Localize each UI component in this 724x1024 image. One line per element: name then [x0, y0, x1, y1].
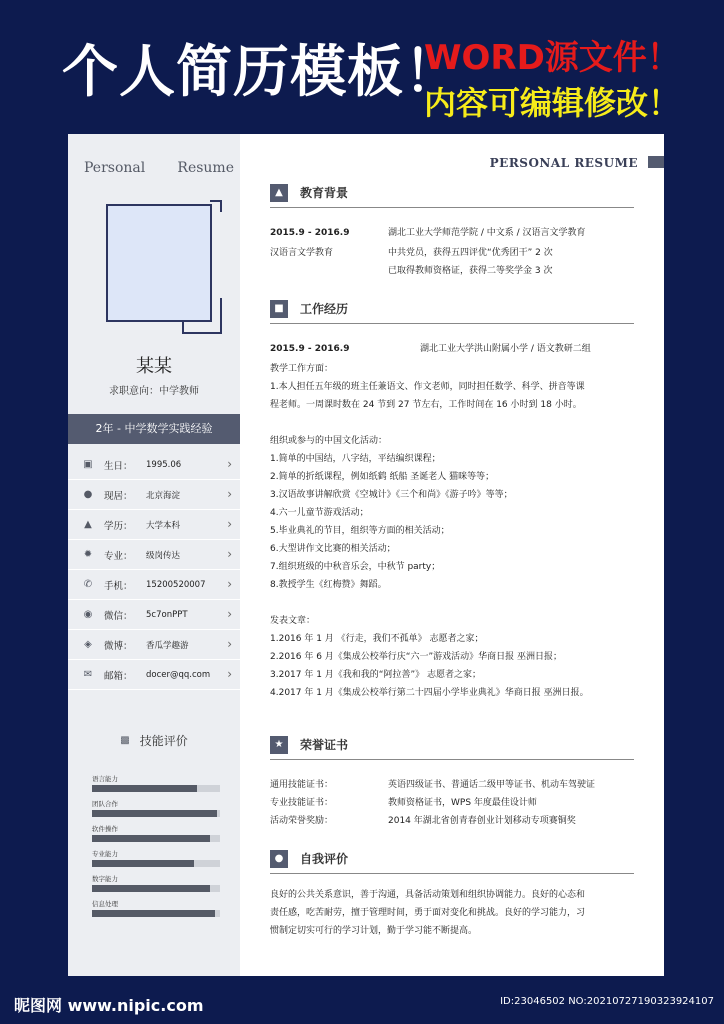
honor-label: 活动荣誉奖励： — [270, 816, 334, 826]
skill-track — [92, 860, 220, 867]
candidate-name: 某某 — [136, 356, 172, 377]
info-value: 级岗传达 — [146, 550, 181, 561]
sidebar-title — [84, 160, 234, 176]
skill-name: 团队合作 — [92, 800, 118, 808]
chevron-right-icon: › — [227, 547, 232, 561]
info-label: 专业： — [104, 550, 133, 562]
info-row-birthday[interactable] — [68, 450, 240, 480]
banner-line2: 内容可编辑修改！ — [424, 84, 681, 122]
work-heading — [270, 294, 634, 324]
education-heading — [270, 178, 634, 208]
gear-icon: ✹ — [83, 549, 93, 560]
graduation-cap-icon: ▲ — [84, 519, 92, 530]
banner-title: 个人简历模板！ — [62, 40, 461, 105]
text-line: 5.毕业典礼的节目，组织等方面的相关活动； — [270, 526, 450, 536]
briefcase-icon: ■ — [270, 300, 288, 318]
info-value: 大学本科 — [146, 520, 181, 531]
sidebar-title-right: Resume — [177, 160, 234, 176]
text-line: 良好的公共关系意识，善于沟通，具备活动策划和组织协调能力。良好的心态和 — [270, 890, 586, 900]
text-line: 程老师。一周课时数在 24 节到 27 节左右，工作时间在 16 小时到 18 小时。 — [270, 400, 582, 410]
text-line: 2.2016 年 6 月《集成公校举行庆“六一”游戏活动》华商日报 巫洲日报； — [270, 652, 562, 662]
header-tab — [648, 156, 664, 168]
education-note: 中共党员，获得五四评优“优秀团干” 2 次 — [388, 248, 553, 258]
skill-track — [92, 910, 220, 917]
chevron-right-icon: › — [227, 457, 232, 471]
skill-track — [92, 785, 220, 792]
skill-item — [92, 899, 220, 917]
info-label: 生日： — [104, 460, 133, 472]
info-row-education[interactable] — [68, 510, 240, 540]
work-description — [270, 360, 638, 702]
honor-value: 教师资格证书，WPS 年度最佳设计师 — [388, 798, 537, 808]
skill-name: 信息处理 — [92, 900, 118, 908]
education-date: 2015.9 - 2016.9 — [270, 228, 350, 238]
job-intent: 求职意向：中学教师 — [109, 386, 199, 397]
text-line — [270, 414, 638, 432]
section-title: 工作经历 — [300, 302, 349, 316]
experience-banner: 2年 - 中学数学实践经验 — [68, 414, 240, 444]
chevron-right-icon: › — [227, 487, 232, 501]
sidebar-title-left: Personal — [84, 160, 146, 176]
resume-header: PERSONAL RESUME — [489, 156, 638, 170]
text-line: 组织或参与的中国文化活动： — [270, 436, 388, 446]
info-label: 邮箱： — [104, 670, 133, 682]
text-line: 3.汉语故事讲解欣赏《空城计》《三个和尚》《游子吟》等等； — [270, 490, 513, 500]
skill-item — [92, 774, 220, 792]
honor-value: 2014 年湖北省创青春创业计划移动专项赛铜奖 — [388, 816, 576, 826]
skill-fill — [92, 860, 194, 867]
text-line: 惯制定切实可行的学习计划，勤于学习能不断提高。 — [270, 926, 478, 936]
skill-name: 专业能力 — [92, 850, 118, 858]
text-line: 4.2017 年 1 月《集成公校举行第二十四届小学毕业典礼》华商日报 巫洲日报。 — [270, 688, 589, 698]
chat-icon: ◉ — [83, 609, 93, 620]
info-row-weibo[interactable] — [68, 630, 240, 660]
info-row-major[interactable] — [68, 540, 240, 570]
skill-track — [92, 810, 220, 817]
info-label: 现居： — [104, 490, 133, 502]
education-school: 湖北工业大学师范学院 / 中文系 / 汉语言文学教育 — [388, 228, 586, 238]
text-line: 1.本人担任五年级的班主任兼语文、作文老师，同时担任数学、科学、拼音等课 — [270, 382, 585, 392]
skills-title: 技能评价 — [139, 734, 188, 748]
skill-name: 数字能力 — [92, 875, 118, 883]
skill-item — [92, 799, 220, 817]
skill-fill — [92, 785, 197, 792]
skill-fill — [92, 810, 217, 817]
text-line: 7.组织班级的中秋音乐会，中秋节 party； — [270, 562, 441, 572]
skill-track — [92, 835, 220, 842]
info-value: 5c7onPPT — [146, 609, 188, 620]
education-major: 汉语言文学教育 — [270, 248, 334, 258]
chevron-right-icon: › — [227, 667, 232, 681]
watermark-logo: 昵图网 www.nipic.com — [14, 996, 204, 1015]
text-line: 教学工作方面： — [270, 364, 334, 374]
bar-chart-icon: ▩ — [120, 735, 130, 746]
skill-item — [92, 874, 220, 892]
skill-fill — [92, 835, 210, 842]
text-line: 责任感，吃苦耐劳，擅于管理时间，勇于面对变化和挑战。良好的学习能力，习 — [270, 908, 586, 918]
text-line: 3.2017 年 1 月《我和我的“阿拉善”》 志愿者之家； — [270, 670, 481, 680]
chevron-right-icon: › — [227, 637, 232, 651]
self-eval-text — [270, 886, 638, 940]
skill-fill — [92, 885, 210, 892]
info-value: 1995.06 — [146, 459, 182, 470]
text-line: 8.教授学生《红梅赞》舞蹈。 — [270, 580, 387, 590]
resume-sheet — [68, 134, 664, 976]
skill-item — [92, 849, 220, 867]
weibo-icon: ◈ — [84, 639, 92, 650]
info-value: docer@qq.com — [146, 669, 211, 680]
text-line: 6.大型讲作文比赛的相关活动； — [270, 544, 396, 554]
info-label: 手机： — [104, 580, 133, 592]
info-label: 微博： — [104, 640, 133, 652]
trophy-icon: ★ — [270, 736, 288, 754]
chevron-right-icon: › — [227, 607, 232, 621]
info-value: 北京海淀 — [146, 490, 181, 501]
chevron-right-icon: › — [227, 517, 232, 531]
info-value: 香瓜学趣游 — [146, 640, 189, 651]
skill-name: 语言能力 — [92, 775, 118, 783]
honor-value: 英语四级证书、普通话二级甲等证书、机动车驾驶证 — [388, 780, 596, 790]
text-line — [270, 594, 638, 612]
phone-icon: ✆ — [83, 579, 93, 590]
info-row-residence[interactable] — [68, 480, 240, 510]
honor-label: 通用技能证书： — [270, 780, 334, 790]
info-value: 15200520007 — [146, 579, 206, 590]
info-row-email[interactable] — [68, 660, 240, 690]
honors-heading — [270, 730, 634, 760]
location-icon: ● — [83, 489, 93, 500]
work-org: 湖北工业大学洪山附属小学 / 语文教研二组 — [420, 344, 591, 354]
info-list — [68, 450, 240, 690]
text-line: 2.简单的折纸课程，例如纸鹤 纸船 圣诞老人 猫咪等等； — [270, 472, 495, 482]
section-title: 自我评价 — [300, 852, 349, 866]
mail-icon: ✉ — [83, 669, 93, 680]
person-icon: ▣ — [83, 459, 93, 470]
main-content — [240, 134, 664, 976]
work-date: 2015.9 - 2016.9 — [270, 344, 350, 354]
info-row-wechat[interactable] — [68, 600, 240, 630]
honor-label: 专业技能证书： — [270, 798, 334, 808]
chevron-right-icon: › — [227, 577, 232, 591]
skill-item — [92, 824, 220, 842]
text-line: 发表文章： — [270, 616, 316, 626]
skills-heading — [68, 732, 240, 749]
info-label: 学历： — [104, 520, 133, 532]
graduation-cap-icon: ▲ — [270, 184, 288, 202]
info-row-phone[interactable] — [68, 570, 240, 600]
skill-name: 软件操作 — [92, 825, 118, 833]
info-label: 微信： — [104, 610, 133, 622]
text-line: 1.2016 年 1 月 《行走，我们不孤单》 志愿者之家； — [270, 634, 484, 644]
self-eval-heading — [270, 844, 634, 874]
section-title: 荣誉证书 — [300, 738, 349, 752]
section-title: 教育背景 — [300, 186, 349, 200]
text-line: 1.简单的中国结，八字结，平结编织课程； — [270, 454, 441, 464]
frame-corner — [210, 200, 222, 212]
sidebar — [68, 134, 240, 976]
banner-line1: WORD源文件！ — [424, 38, 681, 78]
skill-track — [92, 885, 220, 892]
person-icon: ● — [270, 850, 288, 868]
education-note: 已取得教师资格证，获得二等奖学金 3 次 — [388, 266, 553, 276]
text-line: 4.六一儿童节游戏活动； — [270, 508, 369, 518]
frame-corner — [182, 322, 194, 334]
watermark-id: ID:23046502 NO:20210727190323924107 — [500, 996, 714, 1007]
photo-frame — [104, 200, 222, 334]
skill-fill — [92, 910, 215, 917]
